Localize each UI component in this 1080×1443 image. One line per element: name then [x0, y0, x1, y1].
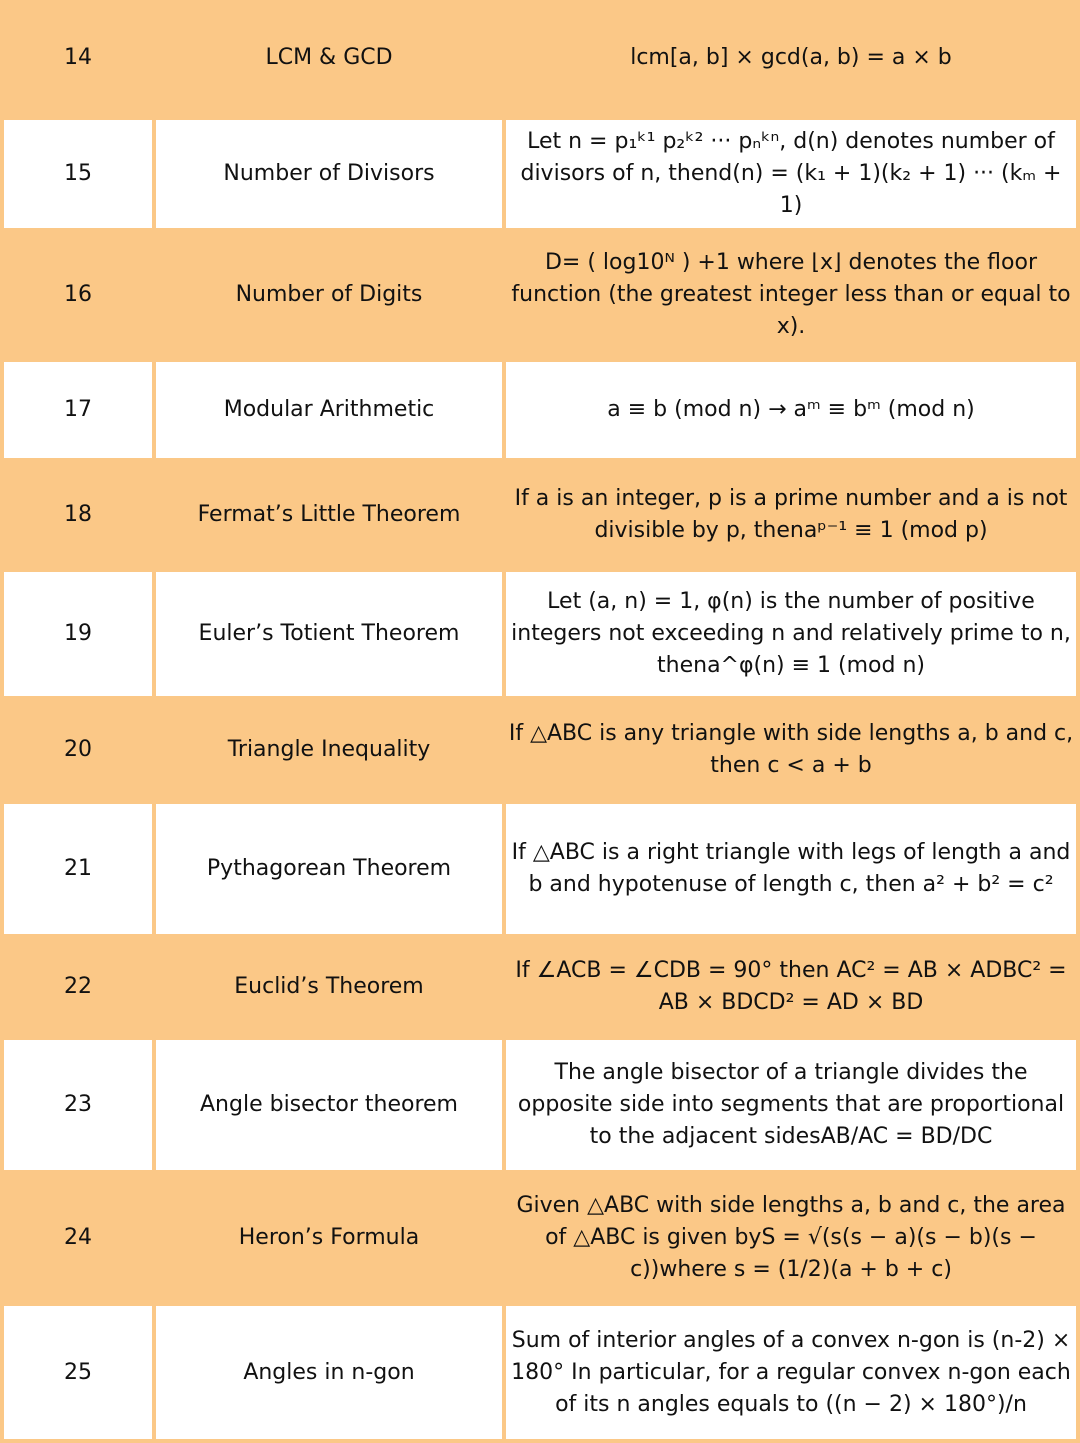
table-row — [0, 120, 1080, 228]
table-row — [0, 1306, 1080, 1439]
table-row — [0, 0, 1080, 116]
row-formula: lcm[a, b] × gcd(a, b) = a × b — [630, 45, 952, 70]
row-formula: a ≡ b (mod n) → aᵐ ≡ bᵐ (mod n) — [506, 362, 1076, 458]
row-number: 17 — [4, 362, 152, 458]
table-row — [0, 804, 1080, 934]
row-formula: The angle bisector of a triangle divides the opposite side into segments that are proportional to the adjacent sidesAB/AC = BD/DC — [506, 1040, 1076, 1170]
row-name: Euclid’s Theorem — [234, 974, 424, 999]
row-formula: D= ( log10ᴺ ) +1 where ⌊x⌋ denotes the floor function (the greatest integer less than or equal to x). — [511, 250, 1071, 339]
table-row — [0, 938, 1080, 1036]
row-number: 22 — [64, 974, 92, 999]
table-row — [0, 362, 1080, 458]
row-name: Heron’s Formula — [238, 1225, 420, 1250]
row-name: Number of Digits — [235, 282, 423, 307]
row-number: 14 — [64, 45, 92, 70]
row-number: 16 — [64, 282, 92, 307]
row-name: Modular Arithmetic — [156, 362, 502, 458]
row-number: 19 — [4, 572, 152, 696]
row-formula: Given △ABC with side lengths a, b and c, the area of △ABC is given byS = √(s(s − a)(s − b)(s − c))where s = (1/2)(a + b + c) — [516, 1193, 1066, 1282]
row-name: Angles in n-gon — [156, 1306, 502, 1439]
row-formula: If △ABC is any triangle with side lengths a, b and c, then c < a + b — [508, 721, 1074, 778]
row-name: Number of Divisors — [156, 120, 502, 228]
row-formula: Let (a, n) = 1, φ(n) is the number of positive integers not exceeding n and relatively prime to n, thena^φ(n) ≡ 1 (mod n) — [506, 572, 1076, 696]
row-number: 21 — [4, 804, 152, 934]
table-row — [0, 700, 1080, 800]
row-name: Triangle Inequality — [227, 737, 431, 762]
table-row — [0, 572, 1080, 696]
row-name: Angle bisector theorem — [156, 1040, 502, 1170]
row-formula: If a is an integer, p is a prime number and a is not divisible by p, thenaᵖ⁻¹ ≡ 1 (mod p) — [514, 486, 1068, 543]
row-number: 18 — [64, 502, 92, 527]
table-row — [0, 232, 1080, 358]
table-row — [0, 462, 1080, 568]
row-formula: Let n = p₁ᵏ¹ p₂ᵏ² ··· pₙᵏⁿ, d(n) denotes number of divisors of n, thend(n) = (k₁ + 1)(k₂ + 1) ··· (kₘ + 1) — [506, 120, 1076, 228]
row-name: LCM & GCD — [265, 45, 393, 70]
table-row — [0, 1040, 1080, 1170]
row-formula: If ∠ACB = ∠CDB = 90° then AC² = AB × ADBC² = AB × BDCD² = AD × BD — [515, 958, 1067, 1015]
table-row — [0, 1174, 1080, 1302]
row-number: 24 — [64, 1225, 92, 1250]
row-number: 23 — [4, 1040, 152, 1170]
row-number: 15 — [4, 120, 152, 228]
row-number: 20 — [64, 737, 92, 762]
row-number: 25 — [4, 1306, 152, 1439]
row-formula: If △ABC is a right triangle with legs of length a and b and hypotenuse of length c, then a² + b² = c² — [506, 804, 1076, 934]
row-name: Fermat’s Little Theorem — [197, 502, 461, 527]
row-name: Euler’s Totient Theorem — [156, 572, 502, 696]
row-name: Pythagorean Theorem — [156, 804, 502, 934]
row-formula: Sum of interior angles of a convex n-gon is (n-2) × 180° In particular, for a regular convex n-gon each of its n angles equals to ((n − 2) × 180°)/n — [506, 1306, 1076, 1439]
